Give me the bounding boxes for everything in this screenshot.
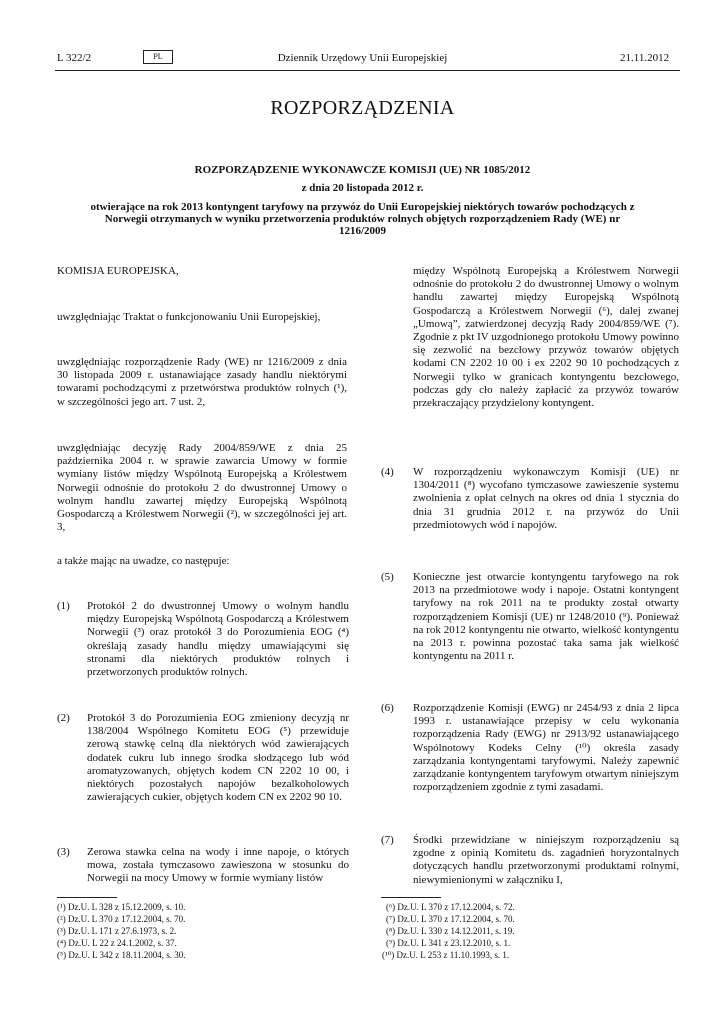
recital-number: (6) (381, 702, 394, 714)
recital-number: (5) (381, 571, 394, 583)
recital-5: Konieczne jest otwarcie kontyngentu taryfowego na rok 2013 na przedmiotowe wody i napoje. Ostatni kontyngent taryfowy na rok 2011 na te produkty został otwarty rozporządzeniem Komisji (UE) nr 1248/2010 (⁹). Ponieważ na rok 2012 kontyngentu nie otwarto, wielkość kontyngentu na 2013 r. powinna pozostać taka sama jak wielkość kontyngentu na 2011 r. (413, 571, 679, 663)
footnote-rule (57, 897, 117, 898)
recital-6: Rozporządzenie Komisji (EWG) nr 2454/93 z dnia 2 lipca 1993 r. ustanawiające przepisy w celu wykonania rozporządzenia Rady (EWG) nr 2913/92 ustanawiającego Wspólnotowy Kodeks Celny (¹⁰) określa zasady zarządzania kontyngentami taryfowymi. Należy zapewnić zarządzanie kontyngentem taryfowym otwartym niniejszym rozporządzeniem zgodnie z tymi zasadami. (413, 702, 679, 794)
language-badge: PL (143, 50, 173, 64)
recital-number: (4) (381, 466, 394, 478)
footnote: (⁷) Dz.U. L 370 z 17.12.2004, s. 70. (386, 914, 515, 924)
recital-number: (3) (57, 846, 70, 858)
citation-regulation: uwzględniając rozporządzenie Rady (WE) nr 1216/2009 z dnia 30 listopada 2009 r. ustanawiające zasady handlu niektórymi towarami pochodzącymi z przetwórstwa produktów rolnych (¹), w szczególności jego art. 7 ust. 2, (57, 356, 347, 408)
footnote: (²) Dz.U. L 370 z 17.12.2004, s. 70. (57, 914, 186, 924)
regulation-subject: otwierające na rok 2013 kontyngent taryfowy na przywóz do Unii Europejskiej niektórych towarów pochodzących z Norwegii otrzymanych w wyniku przetworzenia produktów rolnych objętych rozporządzeniem Rady (WE) nr 1216/2009 (90, 201, 635, 237)
publication-date: 21.11.2012 (620, 52, 670, 64)
footnote: (³) Dz.U. L 171 z 27.6.1973, s. 2. (57, 926, 177, 936)
citation-treaty: uwzględniając Traktat o funkcjonowaniu Unii Europejskiej, (57, 311, 321, 323)
recital-3: Zerowa stawka celna na wody i inne napoje, o których mowa, została tymczasowo zawieszona w stosunku do Norwegii na mocy Umowy w formie wymiany listów (87, 846, 349, 885)
footnote: (⁵) Dz.U. L 342 z 18.11.2004, s. 30. (57, 950, 186, 960)
page-reference: L 322/2 (57, 52, 92, 64)
recital-7: Środki przewidziane w niniejszym rozporządzeniu są zgodne z opinią Komitetu ds. zagadnień horyzontalnych dotyczących handlu przetworzonymi produktami rolnymi, niewymienionymi w załączniku I, (413, 834, 679, 886)
footnote: (⁹) Dz.U. L 341 z 23.12.2010, s. 1. (386, 938, 511, 948)
journal-title: Dziennik Urzędowy Unii Europejskiej (277, 52, 448, 64)
recital-3-continued: między Wspólnotą Europejską a Królestwem Norwegii odnośnie do protokołu 2 do dwustronnej Umowy o wolnym handlu zawartej między Europejską Wspólnotą Gospodarczą a Królestwem Norwegii (⁶), dalej zwanej „Umową”, zatwierdzonej decyzją Rady 2004/859/WE (⁷). Zgodnie z pkt IV uzgodnionego protokołu Umowy powinno się zezwolić na bezcłowy przywóz towarów objętych kodami CN 2202 10 00 i ex 2202 90 10 pochodzących z Norwegii tylko w granicach kontyngentu bezcłowego, podczas gdy cło należy zapłacić za przywóz towarów przekraczający przydzielony kontyngent. (413, 265, 679, 410)
footnote: (⁸) Dz.U. L 330 z 14.12.2011, s. 19. (386, 926, 515, 936)
footnote: (⁶) Dz.U. L 370 z 17.12.2004, s. 72. (386, 902, 515, 912)
issuing-body: KOMISJA EUROPEJSKA, (57, 265, 179, 277)
recital-4: W rozporządzeniu wykonawczym Komisji (UE) nr 1304/2011 (⁸) wycofano tymczasowe zawieszenie systemu zwolnienia z opłat celnych na okres od dnia 1 stycznia do dnia 31 grudnia 2012 r. na przywóz do Unii przedmiotowych wód i napojów. (413, 466, 679, 531)
section-title: ROZPORZĄDZENIA (270, 97, 455, 119)
footnote-rule (381, 897, 441, 898)
recital-number: (2) (57, 712, 70, 724)
whereas-clause: a także mając na uwadze, co następuje: (57, 555, 230, 567)
recital-2: Protokół 3 do Porozumienia EOG zmieniony decyzją nr 138/2004 Wspólnego Komitetu EOG (⁵) przewiduje zerową stawkę celną dla niektórych wód zawierających dodatek cukru lub innego środka słodzącego lub wód aromatyzowanych, objętych kodem CN 2202 10 00, i niektórych pozostałych napojów bezalkoholowych zawierających cukier, objętych kodem CN ex 2202 90 10. (87, 712, 349, 804)
footnote: (¹⁰) Dz.U. L 253 z 11.10.1993, s. 1. (382, 950, 510, 960)
regulation-date: z dnia 20 listopada 2012 r. (301, 182, 424, 194)
recital-number: (1) (57, 600, 70, 612)
footnote: (¹) Dz.U. L 328 z 15.12.2009, s. 10. (57, 902, 186, 912)
header-rule (55, 70, 680, 71)
recital-1: Protokół 2 do dwustronnej Umowy o wolnym handlu między Europejską Wspólnotą Gospodarczą a Królestwem Norwegii (³) oraz protokół 3 do Porozumienia EOG (⁴) określają zasady handlu między umawiającymi się stronami dla niektórych produktów rolnych i przetworzonych produktów rolnych. (87, 600, 349, 679)
footnote: (⁴) Dz.U. L 22 z 24.1.2002, s. 37. (57, 938, 177, 948)
citation-decision: uwzględniając decyzję Rady 2004/859/WE z dnia 25 października 2004 r. w sprawie zawarcia Umowy w formie wymiany listów między Wspólnotą Europejską a Królestwem Norwegii odnośnie do protokołu 2 do dwustronnej Umowy o wolnym handlu zawartej między Europejską Wspólnotą Gospodarczą a Królestwem Norwegii (²), w szczególności jej art. 3, (57, 442, 347, 534)
regulation-title: ROZPORZĄDZENIE WYKONAWCZE KOMISJI (UE) NR 1085/2012 (194, 164, 531, 176)
recital-number: (7) (381, 834, 394, 846)
